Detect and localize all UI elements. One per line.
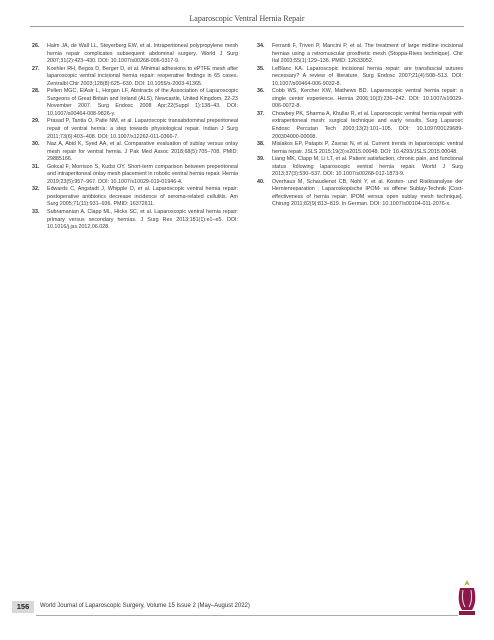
reference-number: 39. [257,156,265,163]
reference-number: 36. [257,88,265,95]
reference-number: 26. [32,43,40,49]
references-right-column [257,43,463,209]
running-title: Laparoscopic Ventral Hernia Repair [189,14,305,23]
reference-number: 29. [32,118,40,125]
reference-number: 33. [32,209,40,216]
reference-entry [32,141,238,164]
references-left-column [32,43,238,232]
reference-number: 35. [257,65,265,72]
reference-number: 40. [257,178,265,185]
reference-entry [32,43,238,66]
reference-text: Koehler RH, Begos D, Berger D, et al. Minimal adhesions to ePTFE mesh after laparoscopic ventral incisional hernia repair: reoperative findings in 65 cases. Zentralbl Chir 2003;128(8):625–630. DOI: 10.1055/s-2003-41365. [47,65,238,87]
reference-text: Naz A, Abid K, Syed AA, et al. Comparative evaluation of sublay versus onlay mesh repair for ventral hernia. J Pak Med Assoc 2018;68(5):705–708. PMID: 29885166. [47,141,238,163]
reference-number: 34. [257,43,265,49]
reference-text: Gokcal F, Morrison S, Kudsi OY. Short-term comparison between preperitoneal and intraperitoneal onlay mesh placement in robotic ventral hernia repair. Hernia 2019;23(5):957–967. DOI: 10.1007/s10029-019-01946-4. [47,163,238,185]
reference-entry [257,141,463,156]
reference-entry [257,66,463,89]
reference-text: Edwards C, Angstadt J, Whipple O, et al. Laparoscopic ventral hernia repair: postoperative antibiotics decrease incidence of seroma-related cellulitis. Am Surg 2005;71(11):931–936. PMID: 16372611. [47,186,238,208]
reference-entry [32,118,238,141]
reference-number: 27. [32,65,40,72]
reference-text: Misiakos EP, Patapis P, Zavras N, et al. Current trends in laparoscopic ventral hernia repair. JSLS 2015;19(3):e2015.00048. DOI: 10.4293/JSLS.2015.00048. [272,141,463,155]
reference-text: Ferranti F, Triveri P, Mancini P, et al. The treatment of large midline incisional hernias using a retromuscular prosthetic mesh (Stoppa-Rives technique). Chir Ital 2003;55(1):129–136. PMID: 12633052. [272,43,463,65]
reference-number: 28. [32,88,40,95]
reference-entry [32,209,238,232]
reference-text: Pellen MGC, ElAsir L, Horgan LF, Abstracts of the Association of Laparoscopic Surgeons of Great Britain and Ireland (ALS), Newcastle, United Kingdom, 22-23 November 2007. Surg Endosc 2008 Apr;22(Suppl 1):138–43. DOI: 10.1007/s00464-008-9826-y. [47,88,238,117]
reference-number: 30. [32,141,40,148]
reference-text: Prasad P, Tantia O, Patle NM, et al. Laparoscopic transabdominal preperitoneal repair of ventral hernia: a step towards physiological repair. Indian J Surg 2011;73(6):403–408. DOI: 10.1007/s12262-011-0366-7. [47,118,238,140]
reference-text: LeBlanc KA. Laparoscopic incisional hernia repair: are transfascial sutures necessary? A review of literature. Surg Endosc 2007;21(4):508–513. DOI: 10.1007/s00464-006-9032-8. [272,65,463,87]
jaypee-logo-icon [452,578,482,618]
header-divider [30,26,464,27]
reference-text: Liang MK, Clapp M, Li LT, et al. Patient satisfaction, chronic pain, and functional status following laparoscopic ventral hernia repair. World J Surg 2013;37(3):530–537. DOI: 10.1007/s00268-012-1873-9. [272,156,463,178]
reference-text: Halm JA, de Wall LL, Steyerberg EW, et al. Intraperitoneal polypropylene mesh hernia repair complicates subsequent abdominal surgery. World J Surg 2007;31(2):423–430. DOI: 10.1007/s00268-006-0317-9. [47,43,238,65]
reference-entry [32,88,238,118]
reference-text: Overhaus M, Schaudienst CB, Nohl Y, et al. Kosten- und Risikoanalyse der Hernienreparation : Laparoskopische IPOM- vs offene Sublay-Technik [Cost-effectiveness of hernia repair: IPOM versus open sublay mesh technique]. Chirurg 2011;82(9):813–819. In German. DOI: 10.1007/s00104-011-2076-x. [272,178,463,208]
reference-text: Chowbey PK, Sharma A, Khullar R, et al. Laparoscopic ventral hernia repair with extraperitoneal mesh: surgical technique and early results. Surg Laparosc Endosc Percutan Tech 2003;13(2):101–105. DOI: 10.1097/00129689-200304000-00008. [272,110,463,140]
reference-number: 32. [32,186,40,193]
footer-divider [36,615,458,616]
reference-number: 38. [257,141,265,148]
reference-number: 31. [32,163,40,170]
reference-entry [257,111,463,141]
reference-entry [32,186,238,209]
reference-entry [257,156,463,179]
reference-text: Subramanian A, Clapp ML, Hicks SC, et al. Laparoscopic ventral hernia repair: primary versus secondary hernias. J Surg Res 2013;181(1):e1–e5. DOI: 10.1016/j.jss.2012.06.028. [47,209,238,231]
reference-entry [32,164,238,187]
journal-citation-line: World Journal of Laparoscopic Surgery, Volume 15 Issue 2 (May–August 2022) [40,603,250,609]
reference-entry [257,179,463,209]
reference-entry [32,66,238,89]
reference-number: 37. [257,110,265,117]
page-number: 156 [12,601,34,613]
reference-entry [257,43,463,66]
reference-entry [257,88,463,111]
reference-text: Cobb WS, Kercher KW, Mathews BD. Laparoscopic ventral hernia repair: a single center experience. Hernia 2006;10(3):236–242. DOI: 10.1007/s10029-006-0072-8. [272,88,463,110]
